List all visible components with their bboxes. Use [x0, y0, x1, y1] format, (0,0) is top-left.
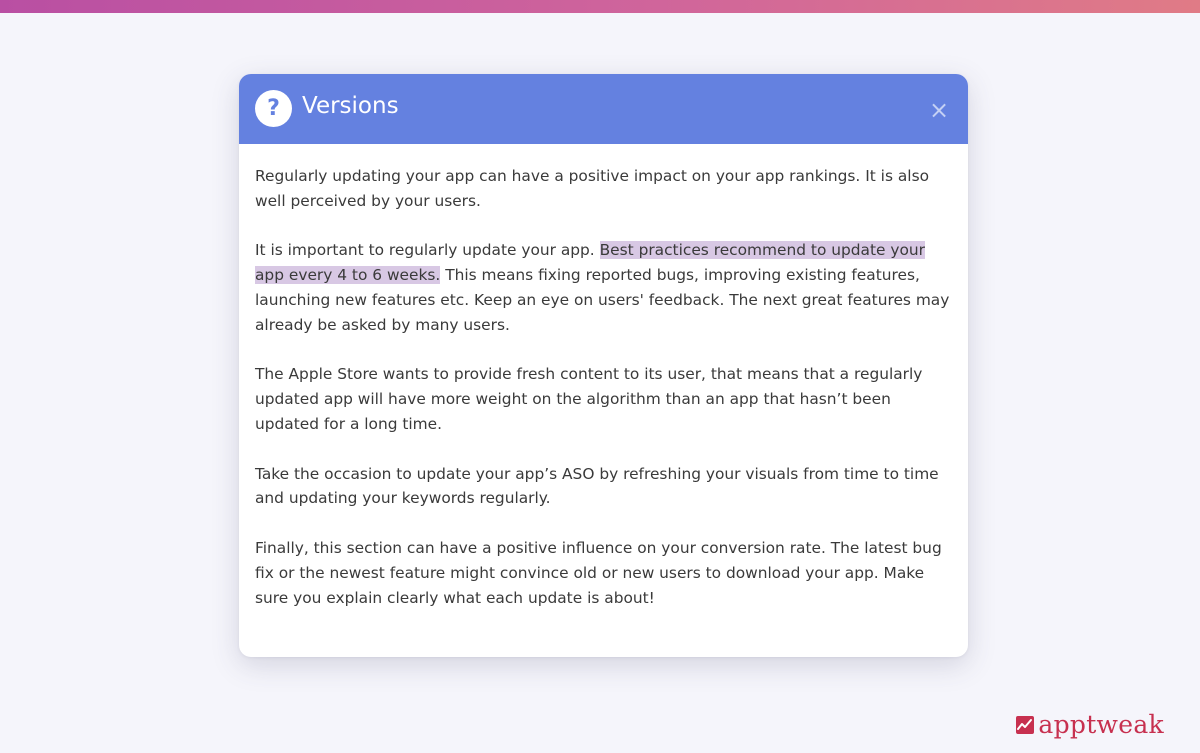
modal-header [239, 74, 968, 144]
paragraph-2-intro: It is important to regularly update your app. [255, 241, 600, 260]
apptweak-brand [1016, 711, 1164, 739]
question-mark-icon: ? [255, 90, 292, 127]
brand-wordmark: apptweak [1038, 710, 1164, 739]
top-gradient-bar [0, 0, 1200, 13]
modal-body [239, 144, 968, 610]
paragraph-2 [255, 238, 952, 337]
paragraph-5: Finally, this section can have a positive influence on your conversion rate. The latest bug fix or the newest feature might convince old or new users to download your app. Make sure you explain clearly what each update is about! [255, 538, 942, 607]
paragraph-2-rest: This means fixing reported bugs, improving existing features, launching new features etc. Keep an eye on users' feedback. The next great features may already be asked by many users. [255, 266, 950, 334]
close-icon[interactable]: × [928, 96, 950, 124]
paragraph-1: Regularly updating your app can have a positive impact on your app rankings. It is also well perceived by your users. [255, 167, 930, 210]
paragraph-3: The Apple Store wants to provide fresh content to its user, that means that a regularly updated app will have more weight on the algorithm than an app that hasn’t been updated for a long time. [255, 365, 923, 433]
apptweak-logo-icon [1016, 716, 1034, 734]
paragraph-4: Take the occasion to update your app’s ASO by refreshing your visuals from time to time and updating your keywords regularly. [255, 464, 939, 508]
versions-help-modal [239, 74, 968, 657]
modal-title: Versions [302, 93, 399, 119]
highlighted-best-practice: Best practices recommend to update your app every 4 to 6 weeks. [255, 241, 925, 285]
